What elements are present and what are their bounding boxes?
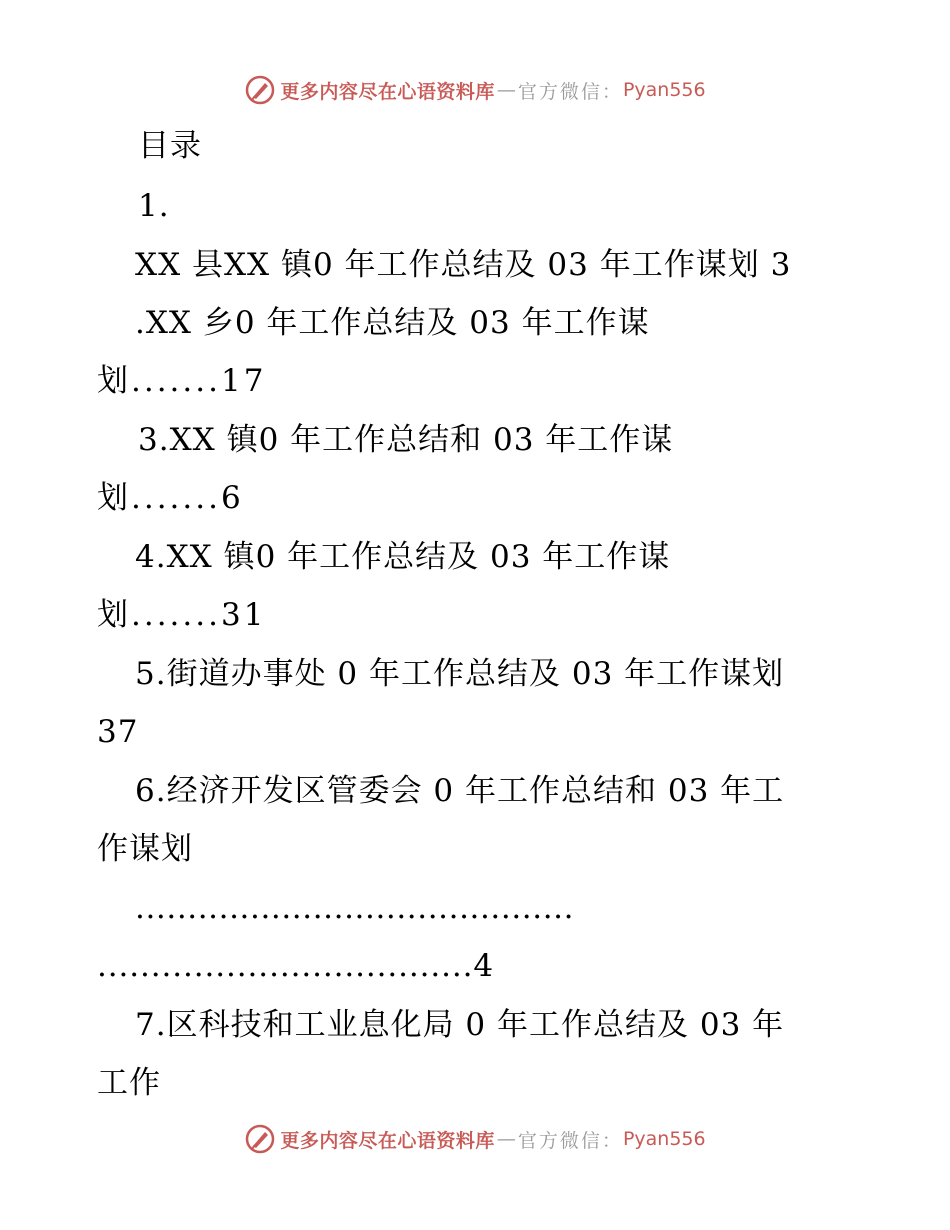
- banner-separator: —: [496, 79, 516, 101]
- banner-official-label: 官方微信：: [517, 80, 623, 103]
- toc-line: 5.街道办事处 0 年工作总结及 03 年工作谋划: [135, 656, 785, 692]
- toc-line: 4.XX 镇0 年工作总结及 03 年工作谋: [135, 539, 671, 575]
- toc-line: 划.......6: [97, 480, 244, 516]
- banner-brand-text: 更多内容尽在心语资料库: [280, 80, 495, 103]
- toc-line: 划.......17: [97, 363, 267, 399]
- quill-pen-logo-icon: [244, 1123, 276, 1155]
- banner-wechat-id: Pyan556: [622, 1128, 706, 1150]
- header-banner: [0, 70, 950, 110]
- toc-line: 工作: [97, 1065, 161, 1101]
- toc-line: 划.......31: [97, 597, 267, 633]
- banner-official-label: 官方微信：: [517, 1129, 623, 1152]
- toc-line: 1.: [138, 188, 170, 224]
- toc-line: 7.区科技和工业息化局 0 年工作总结及 03 年: [135, 1007, 785, 1043]
- toc-line: 3.XX 镇0 年工作总结和 03 年工作谋: [138, 422, 674, 458]
- toc-line: .XX 乡0 年工作总结及 03 年工作谋: [135, 305, 650, 341]
- banner-brand-text: 更多内容尽在心语资料库: [280, 1129, 495, 1152]
- footer-banner: [0, 1119, 950, 1159]
- toc-line: XX 县XX 镇0 年工作总结及 03 年工作谋划 3: [135, 247, 792, 283]
- toc-line: 作谋划: [97, 831, 193, 867]
- toc-line: 37: [97, 714, 139, 750]
- toc-line: 6.经济开发区管委会 0 年工作总结和 03 年工: [135, 773, 785, 809]
- banner-wechat-id: Pyan556: [622, 79, 706, 101]
- toc-title: 目录: [138, 128, 202, 164]
- quill-pen-logo-icon: [244, 74, 276, 106]
- toc-line: ..........................................: [135, 890, 575, 926]
- banner-separator: —: [496, 1128, 516, 1150]
- toc-line: ...................................4: [97, 948, 495, 984]
